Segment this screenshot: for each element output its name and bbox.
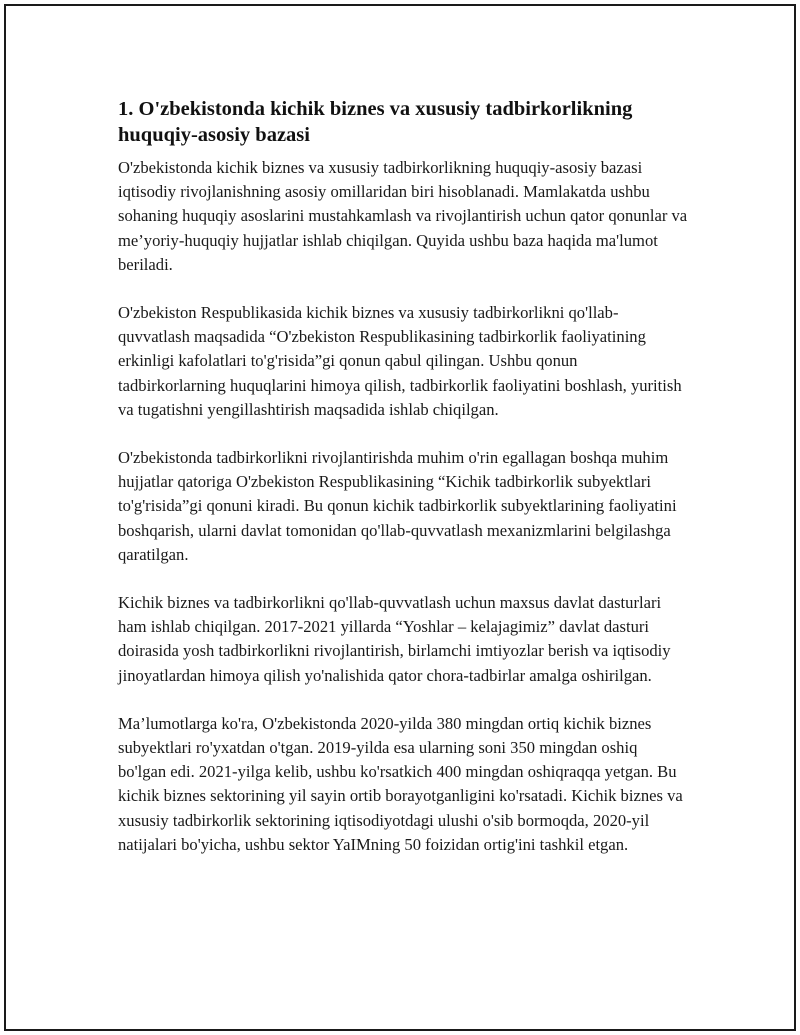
- paragraph-state-programs: Kichik biznes va tadbirkorlikni qo'llab-quvvatlash uchun maxsus davlat dasturlari ham ishlab chiqilgan. 2017-2021 yillarda “Yoshlar – kelajagimiz” davlat dasturi doirasida yosh tadbirkorlikni rivojlantirish, birlamchi imtiyozlar berish va iqtisodiy jinoyatlardan himoya qilish yo'nalishida qator chora-tadbirlar amalga oshirilgan.: [118, 593, 671, 685]
- paragraph-statistics: Ma’lumotlarga ko'ra, O'zbekistonda 2020-yilda 380 mingdan ortiq kichik biznes subyektlari ro'yxatdan o'tgan. 2019-yilda esa ularning soni 350 mingdan oshiq bo'lgan edi. 2021-yilga kelib, ushbu ko'rsatkich 400 mingdan oshiqraqqa yetgan. Bu kichik biznes sektorining yil sayin ortib borayotganligini ko'rsatadi. Kichik biznes va xususiy tadbirkorlik sektorining iqtisodiyotdagi ulushi o'sib bormoqda, 2020-yil natijalari bo'yicha, ushbu sektor YaIMning 50 foizidan ortig'ini tashkil etgan.: [118, 713, 683, 854]
- document-body: [118, 96, 688, 857]
- paragraph-small-business-law: O'zbekistonda tadbirkorlikni rivojlantirishda muhim o'rin egallagan boshqa muhim hujjatlar qatoriga O'zbekiston Respublikasining “Kichik tadbirkorlik subyektlari to'g'risida”gi qonuni kiradi. Bu qonun kichik tadbirkorlik subyektlarining faoliyatini boshqarish, ularni davlat tomonidan qo'llab-quvvatlash mexanizmlarini belgilashga qaratilgan.: [118, 448, 677, 564]
- paragraph-freedom-law: O'zbekiston Respublikasida kichik biznes va xususiy tadbirkorlikni qo'llab-quvvatlash maqsadida “O'zbekiston Respublikasining tadbirkorlik faoliyatining erkinligi kafolatlari to'g'risida”gi qonun qabul qilingan. Ushbu qonun tadbirkorlarning huquqlarini himoya qilish, tadbirkorlik faoliyatini boshlash, yuritish va tugatishni yengillashtirish maqsadida ishlab chiqilgan.: [118, 303, 682, 419]
- section-title: 1. O'zbekistonda kichik biznes va xususiy tadbirkorlikning huquqiy-asosiy bazasi: [118, 98, 633, 146]
- paragraph-intro: O'zbekistonda kichik biznes va xususiy tadbirkorlikning huquqiy-asosiy bazasi iqtisodiy rivojlanishning asosiy omillaridan biri hisoblanadi. Mamlakatda ushbu sohaning huquqiy asoslarini mustahkamlash va rivojlantirish uchun qator qonunlar va me’yoriy-huquqiy hujjatlar ishlab chiqilgan. Quyida ushbu baza haqida ma'lumot beriladi.: [118, 158, 688, 274]
